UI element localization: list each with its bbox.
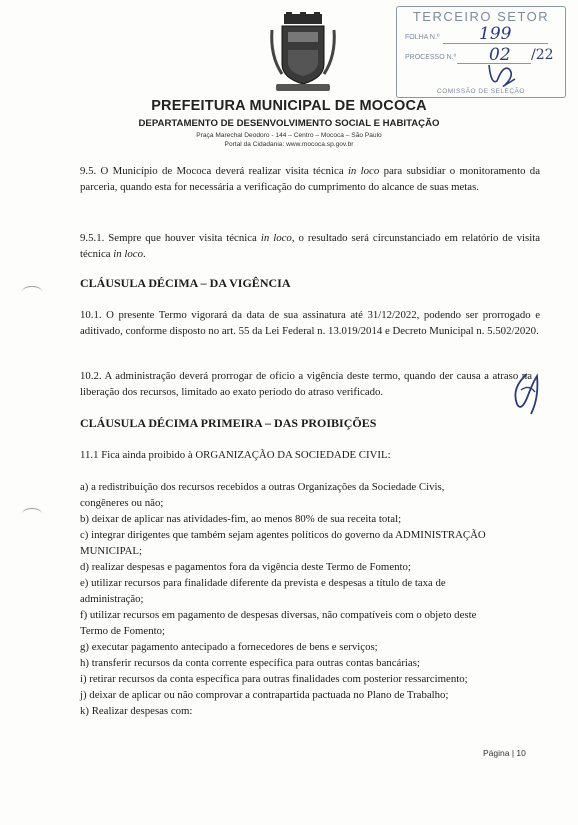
prohibition-line: e) utilizar recursos para finalidade diferente da prevista e despesas a título de taxa de xyxy=(80,577,446,589)
prohibition-line: Termo de Fomento; xyxy=(80,625,166,637)
stamp-processo-label: PROCESSO N.º xyxy=(405,54,457,61)
hole-punch-mark xyxy=(22,508,42,519)
stamp-title: TERCEIRO SETOR xyxy=(412,9,550,24)
prohibition-line: k) Realizar despesas com: xyxy=(80,705,193,717)
paragraph-9-5: 9.5. O Município de Mococa deverá realizar visita técnica in loco para subsidiar o monitoramento da parceria, quando esta for necessária a verificação do cumprimento do alcance de suas metas. xyxy=(80,165,540,193)
stamp-processo-value: 02 xyxy=(489,45,511,65)
paragraph-11-1: 11.1 Fica ainda proibido à ORGANIZAÇÃO DA SOCIEDADE CIVIL: xyxy=(80,449,391,461)
prohibition-line: g) executar pagamento antecipado a fornecedores de bens e serviços; xyxy=(80,641,378,653)
heading-clause-11: CLÁUSULA DÉCIMA PRIMEIRA – DAS PROIBIÇÕES xyxy=(80,416,377,430)
stamp-commission: COMISSÃO DE SELEÇÃO xyxy=(437,88,525,95)
prohibition-line: a) a redistribuição dos recursos recebidos a outras Organizações da Sociedade Civis, xyxy=(80,481,445,493)
stamp-signature-icon xyxy=(485,61,521,89)
prohibition-line: congêneres ou não; xyxy=(80,497,164,509)
prohibition-line: j) deixar de aplicar ou não comprovar a contrapartida pactuada no Plano de Trabalho; xyxy=(80,689,449,701)
portal-line: Portal da Cidadania: www.mococa.sp.gov.br xyxy=(224,141,354,148)
prohibition-line: i) retirar recursos da conta específica para outras finalidades com posterior ressarcimento; xyxy=(80,673,468,685)
heading-clause-10: CLÁUSULA DÉCIMA – DA VIGÊNCIA xyxy=(80,276,291,290)
paragraph-10-1: 10.1. O presente Termo vigorará da data de sua assinatura até 31/12/2022, podendo ser prorrogado e aditivado, conforme disposto no art. 55 da Lei Federal n. 13.019/2014 e Decreto Municipal n. 5.502/2020. xyxy=(80,309,540,337)
prohibition-line: administração; xyxy=(80,593,144,605)
department-title: DEPARTAMENTO DE DESENVOLVIMENTO SOCIAL E HABITAÇÃO xyxy=(138,118,440,129)
paragraph-10-2: 10.2. A administração deverá prorrogar de ofício a vigência deste termo, quando der causa a atraso na liberação dos recursos, limitado ao exato período do atraso verificado. xyxy=(80,370,532,398)
prohibition-line: b) deixar de aplicar nas atividades-fim, ao menos 80% de sua receita total; xyxy=(80,513,402,525)
paragraph-9-5-1: 9.5.1. Sempre que houver visita técnica in loco, o resultado será circunstanciado em relatório de visita técnica in loco. xyxy=(80,232,541,260)
prohibition-line: d) realizar despesas e pagamentos fora da vigência deste Termo de Fomento; xyxy=(80,561,411,573)
municipal-crest-icon xyxy=(268,12,338,98)
hole-punch-mark xyxy=(22,286,42,297)
stamp-folha-label: FOLHA N.º xyxy=(405,34,440,41)
stamp-processo-year: /22 xyxy=(531,47,554,63)
page-number: Página | 10 xyxy=(483,748,526,758)
third-sector-stamp xyxy=(396,6,566,98)
prohibition-line: h) transferir recursos da conta corrente específica para outras contas bancárias; xyxy=(80,657,420,669)
handwritten-initials-icon xyxy=(505,368,545,418)
prohibition-line: MUNICIPAL; xyxy=(80,545,142,557)
org-title: PREFEITURA MUNICIPAL DE MOCOCA xyxy=(151,98,427,114)
stamp-folha-value: 199 xyxy=(479,24,512,44)
prohibition-line: c) integrar dirigentes que também sejam agentes políticos do governo da ADMINISTRAÇÃO xyxy=(80,529,486,541)
prohibition-line: f) utilizar recursos em pagamento de despesas diversas, não compatíveis com o objeto deste xyxy=(80,609,477,621)
address-line: Praça Marechal Deodoro - 144 – Centro – Mococa – São Paulo xyxy=(196,132,382,139)
